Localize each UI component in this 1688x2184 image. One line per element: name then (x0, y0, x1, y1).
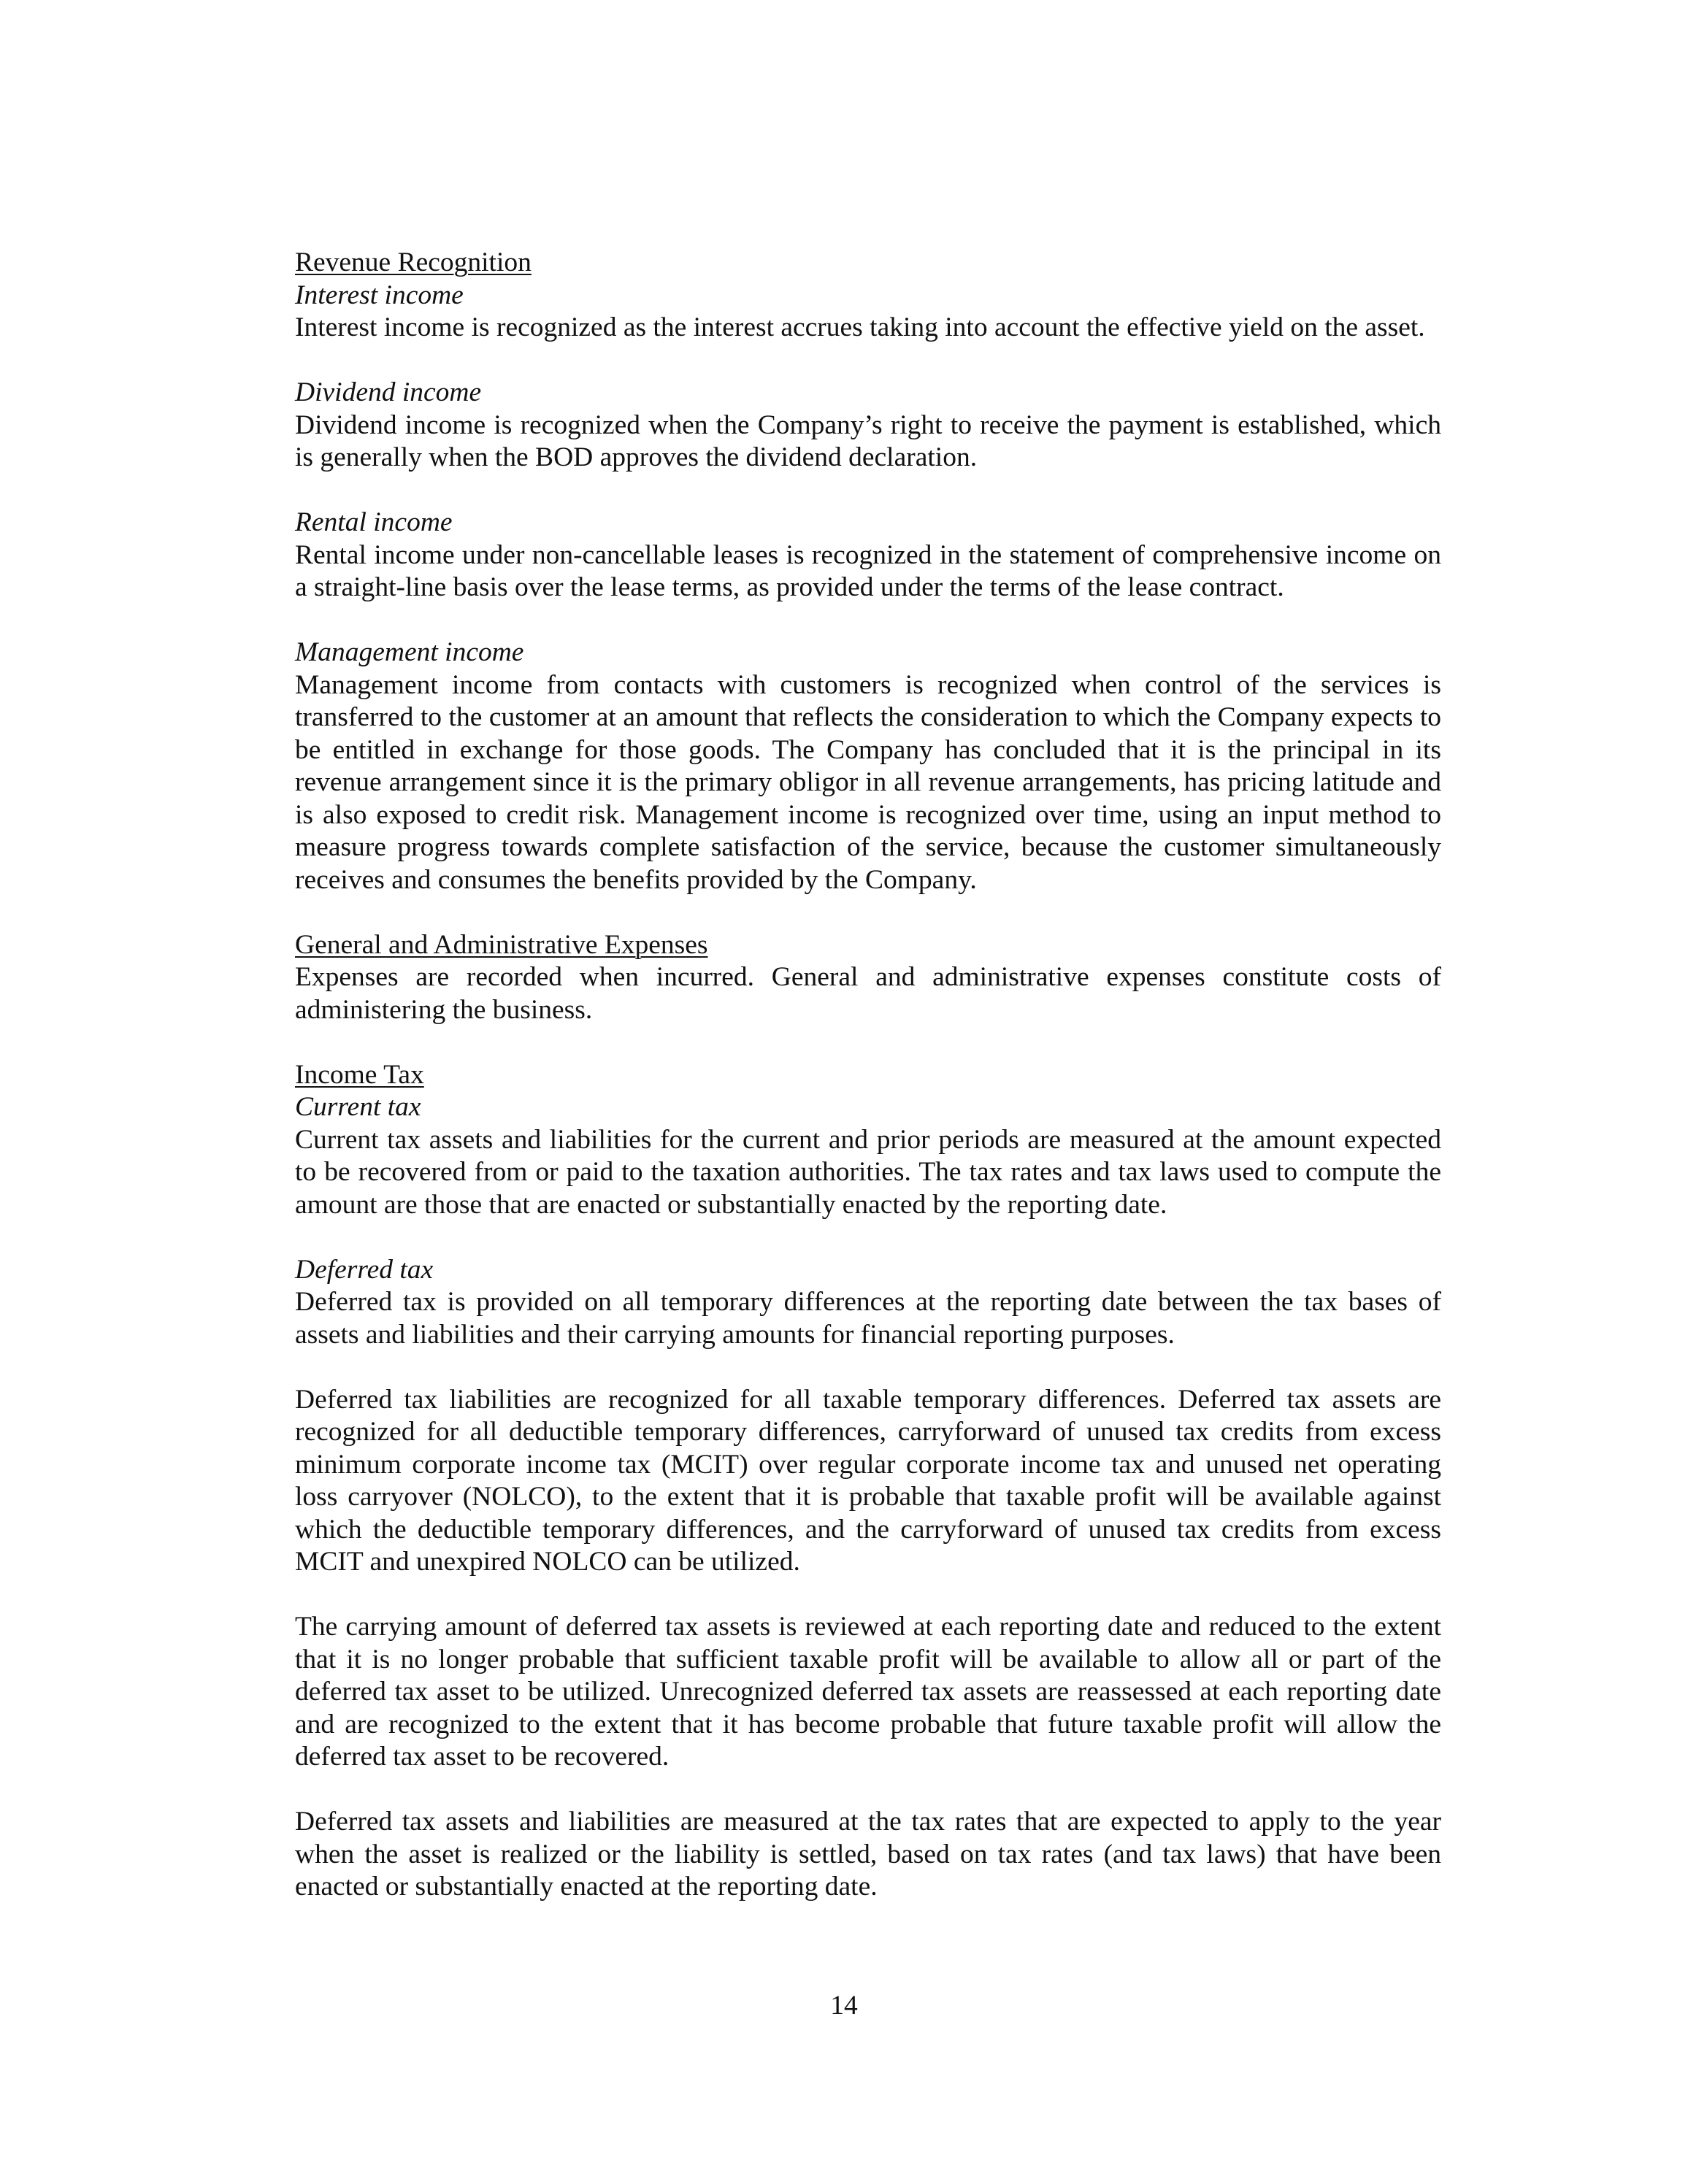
section-heading-income-tax: Income Tax (295, 1059, 424, 1090)
deferred-tax-carrying-amount-block (295, 1611, 1441, 1774)
paragraph-current-tax: Current tax assets and liabilities for the current and prior periods are measured at the amount expected to be recovered from or paid to the taxation authorities. The tax rates and tax laws used to compute the amount are those that are enacted or substantially enacted by the reporting date. (295, 1124, 1441, 1220)
paragraph-deferred-tax-3: The carrying amount of deferred tax assets is reviewed at each reporting date and reduced to the extent that it is no longer probable that sufficient taxable profit will be available to allow all or part of the deferred tax asset to be utilized. Unrecognized deferred tax assets are reassessed at each reporting date and are recognized to the extent that it has become probable that future taxable profit will allow the deferred tax asset to be recovered. (295, 1612, 1441, 1772)
paragraph-dividend-income: Dividend income is recognized when the Company’s right to receive the payment is established, which is generally when the BOD approves the dividend declaration. (295, 410, 1441, 472)
general-admin-section (295, 929, 1441, 1027)
page-number: 14 (830, 1991, 858, 2020)
paragraph-management-income: Management income from contacts with customers is recognized when control of the services is transferred to the customer at an amount that reflects the consideration to which the Company expects to be entitled in exchange for those goods. The Company has concluded that it is the principal in its revenue arrangement since it is the primary obligor in all revenue arrangements, has pricing latitude and is also exposed to credit risk. Management income is recognized over time, using an input method to measure progress towards complete satisfaction of the service, because the customer simultaneously receives and consumes the benefits provided by the Company. (295, 669, 1441, 895)
paragraph-rental-income: Rental income under non-cancellable leases is recognized in the statement of comprehensive income on a straight-line basis over the lease terms, as provided under the terms of the lease contract. (295, 539, 1441, 602)
document-body (295, 247, 1441, 1936)
subheading-interest-income: Interest income (295, 280, 464, 310)
paragraph-deferred-tax-1: Deferred tax is provided on all temporary differences at the reporting date between the tax bases of assets and liabilities and their carrying amounts for financial reporting purposes. (295, 1287, 1441, 1350)
deferred-tax-measurement-block (295, 1806, 1441, 1904)
section-heading-general-admin: General and Administrative Expenses (295, 929, 708, 960)
dividend-income-section (295, 377, 1441, 474)
section-heading-revenue-recognition: Revenue Recognition (295, 247, 532, 277)
revenue-recognition-section (295, 247, 1441, 345)
subheading-rental-income: Rental income (295, 507, 453, 537)
rental-income-section (295, 507, 1441, 604)
paragraph-interest-income: Interest income is recognized as the interest accrues taking into account the effective yield on the asset. (295, 312, 1425, 342)
management-income-section (295, 637, 1441, 896)
income-tax-section (295, 1059, 1441, 1222)
subheading-current-tax: Current tax (295, 1092, 421, 1122)
subheading-deferred-tax: Deferred tax (295, 1254, 434, 1285)
subheading-dividend-income: Dividend income (295, 377, 482, 407)
subheading-management-income: Management income (295, 637, 524, 667)
paragraph-general-admin: Expenses are recorded when incurred. General and administrative expenses constitute costs of administering the business. (295, 962, 1441, 1025)
deferred-tax-liabilities-block (295, 1384, 1441, 1579)
paragraph-deferred-tax-2: Deferred tax liabilities are recognized for all taxable temporary differences. Deferred tax assets are recognized for all deductible temporary differences, carryforward of unused tax credits from excess minimum corporate income tax (MCIT) over regular corporate income tax and unused net operating loss carryover (NOLCO), to the extent that it is probable that taxable profit will be available against which the deductible temporary differences, and the carryforward of unused tax credits from excess MCIT and unexpired NOLCO can be utilized. (295, 1384, 1441, 1577)
paragraph-deferred-tax-4: Deferred tax assets and liabilities are measured at the tax rates that are expected to apply to the year when the asset is realized or the liability is settled, based on tax rates (and tax laws) that have been enacted or substantially enacted at the reporting date. (295, 1807, 1441, 1902)
deferred-tax-section (295, 1254, 1441, 1352)
